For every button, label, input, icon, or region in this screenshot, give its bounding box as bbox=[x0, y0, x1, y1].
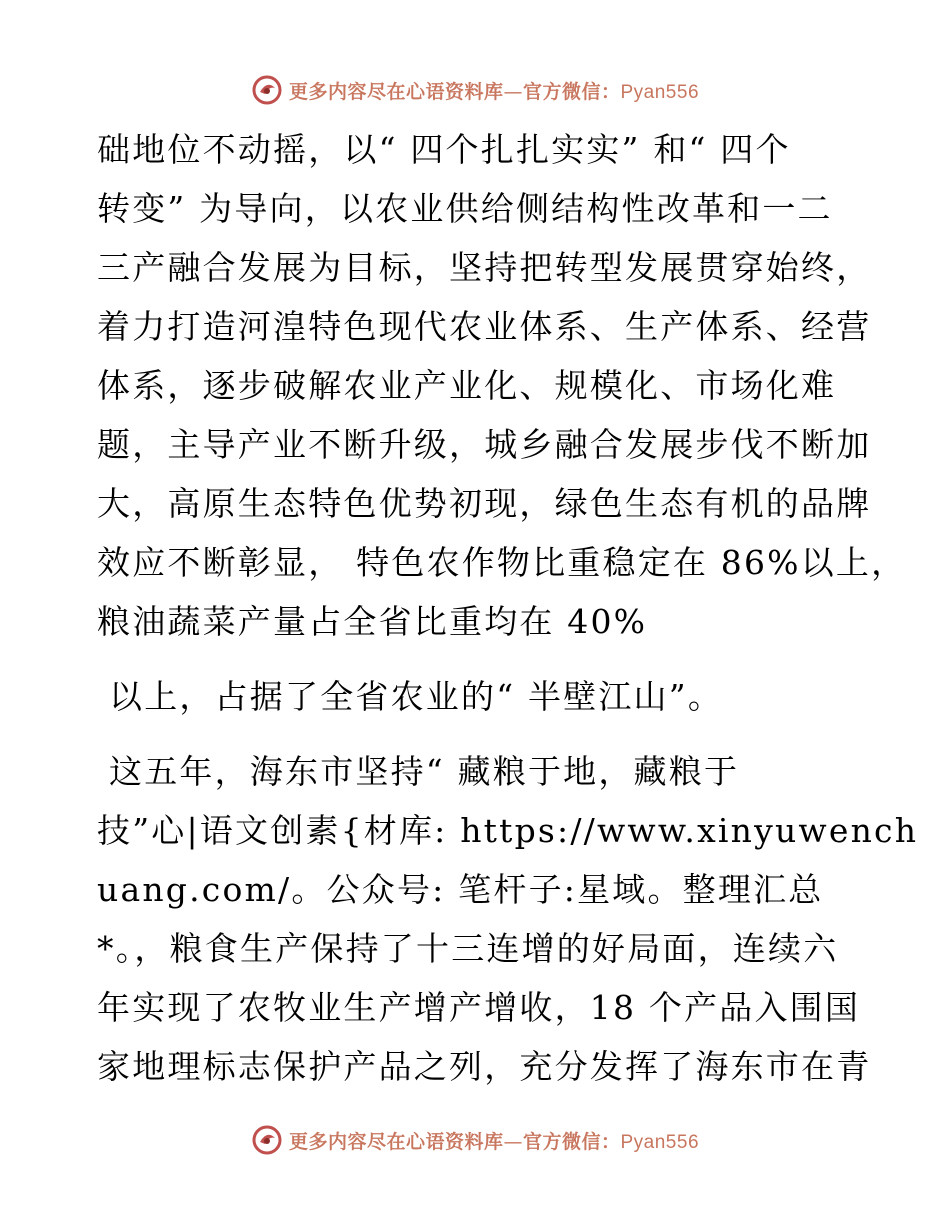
watermark-wechat-account: Pyan556 bbox=[620, 81, 700, 103]
watermark-wechat-label: 官方微信： bbox=[522, 1130, 621, 1153]
watermark-main-text: 更多内容尽在心语资料库 bbox=[288, 80, 504, 103]
footer-watermark bbox=[0, 1122, 950, 1158]
text-line: 础地位不动摇，以“ 四个扎扎实实” 和“ 四个 bbox=[97, 130, 791, 169]
text-line: 转变” 为导向，以农业供给侧结构性改革和一二 bbox=[97, 189, 833, 228]
text-line: 年实现了农牧业生产增产增收，18 个产品入围国 bbox=[97, 988, 861, 1027]
text-line: 效应不断彰显， 特色农作物比重稳定在 86%以上， bbox=[97, 543, 907, 582]
paragraph-1 bbox=[97, 120, 907, 651]
swirl-logo-icon bbox=[251, 74, 283, 106]
paragraph-3 bbox=[97, 742, 919, 1096]
watermark-wechat-account: Pyan556 bbox=[620, 1131, 700, 1153]
text-line: 技”心|语文创素{材库: https://www.xinyuwench bbox=[97, 811, 919, 850]
document-body bbox=[97, 120, 919, 1096]
watermark-main-text: 更多内容尽在心语资料库 bbox=[288, 1130, 504, 1153]
text-line: 着力打造河湟特色现代农业体系、生产体系、经营 bbox=[97, 307, 872, 346]
text-line: 粮油蔬菜产量占全省比重均在 40% bbox=[97, 602, 648, 641]
swirl-logo-icon bbox=[251, 1124, 283, 1156]
text-line: 题，主导产业不断升级，城乡融合发展步伐不断加 bbox=[97, 425, 872, 464]
text-line: 家地理标志保护产品之列，充分发挥了海东市在青 bbox=[97, 1047, 872, 1086]
text-line: uang.com/。公众号: 笔杆子:星域。整理汇总 bbox=[97, 870, 824, 909]
watermark-wechat-label: 官方微信： bbox=[522, 80, 621, 103]
text-line: 这五年，海东市坚持“ 藏粮于地，藏粮于 bbox=[109, 752, 740, 791]
text-line: 体系，逐步破解农业产业化、规模化、市场化难 bbox=[97, 366, 837, 405]
text-line: 大，高原生态特色优势初现，绿色生态有机的品牌 bbox=[97, 484, 872, 523]
text-line: 三产融合发展为目标，坚持把转型发展贯穿始终， bbox=[97, 248, 872, 287]
watermark-dash: — bbox=[503, 1130, 523, 1153]
text-line: 以上，占据了全省农业的“ 半壁江山”。 bbox=[109, 677, 724, 716]
paragraph-2 bbox=[97, 667, 867, 726]
watermark-dash: — bbox=[503, 80, 523, 103]
header-watermark bbox=[0, 72, 950, 108]
text-line: *。，粮食生产保持了十三连增的好局面，连续六 bbox=[97, 929, 839, 968]
